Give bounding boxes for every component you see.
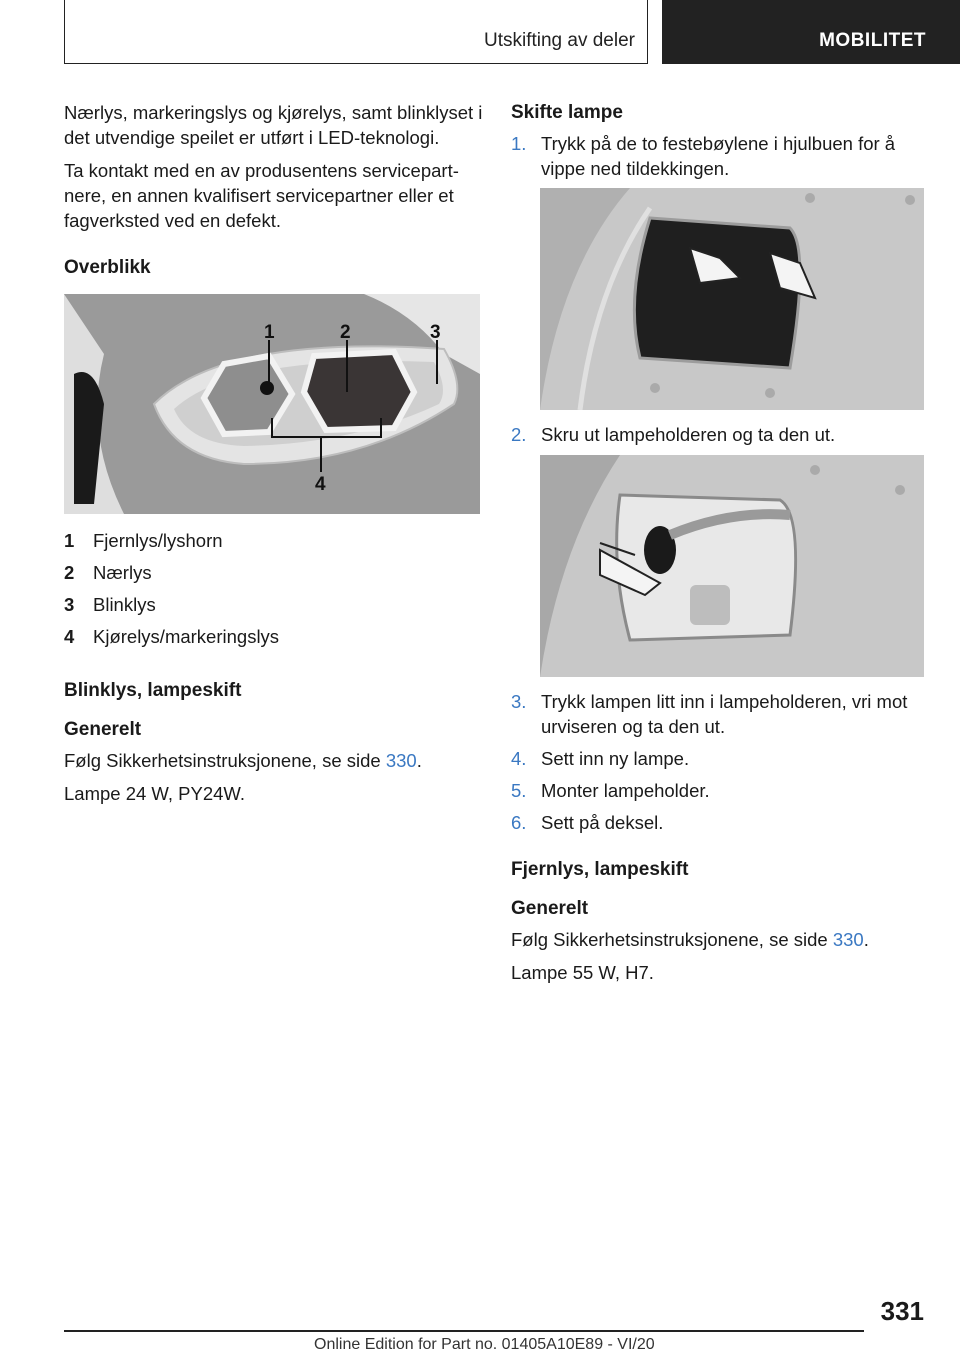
header-section-title: Utskifting av deler	[483, 30, 635, 51]
lamp-spec-right: Lampe 55 W, H7.	[511, 962, 654, 983]
general-heading-left: Generelt	[64, 719, 142, 740]
intro-paragraph-2: Ta kontakt med en av produsentens servicepartnere, en annen kvalifisert servicepartner eller et fagverksted ved en defekt.	[64, 160, 459, 231]
turn-signal-heading: Blinklys, lampeskift	[64, 680, 242, 701]
headlight-illustration	[64, 294, 480, 514]
footer-edition: Online Edition for Part no. 01405A10E89 - VI/20	[314, 1336, 655, 1353]
wheel-arch-cover-illustration	[540, 188, 924, 410]
legend-item: 4 Kjørelys/markeringslys	[64, 626, 280, 647]
legend-item: 1 Fjernlys/lyshorn	[64, 530, 223, 551]
figure-callout-2: 2	[340, 322, 351, 343]
overview-heading: Overblikk	[64, 257, 151, 278]
legend-list	[64, 528, 484, 656]
step-item: 2. Skru ut lampeholderen og ta den ut.	[511, 424, 836, 445]
headlight-figure	[64, 294, 480, 514]
high-beam-heading: Fjernlys, lampeskift	[511, 859, 689, 880]
wheel-arch-cover-figure	[540, 188, 924, 410]
step-item: 3. Trykk lampen litt inn i lampeholderen, vri mot urviseren og ta den ut.	[511, 691, 908, 737]
header-section-box	[64, 0, 648, 64]
page-number: 331	[880, 1296, 924, 1326]
step-item: 4. Sett inn ny lampe.	[511, 748, 690, 769]
footer-divider	[64, 1330, 864, 1332]
figure-callout-4: 4	[315, 474, 326, 495]
lamp-holder-illustration	[540, 455, 924, 677]
steps-list	[511, 131, 926, 181]
header-chapter-box	[662, 0, 960, 64]
general-heading-right: Generelt	[511, 898, 589, 919]
step-item: 5. Monter lampeholder.	[511, 780, 710, 801]
steps-list	[511, 689, 926, 835]
lamp-holder-figure	[540, 455, 924, 677]
page-link-330[interactable]: 330	[832, 929, 864, 950]
legend-item: 2 Nærlys	[64, 562, 152, 583]
lamp-spec-left: Lampe 24 W, PY24W.	[64, 783, 245, 804]
intro-paragraph-1: Nærlys, markeringslys og kjørelys, samt blinklyset i det utvendige speilet er utført i LED-teknologi.	[64, 102, 483, 148]
figure-callout-3: 3	[430, 322, 441, 343]
right-column	[511, 100, 926, 993]
step-item: 6. Sett på deksel.	[511, 812, 664, 833]
figure-callout-1: 1	[264, 322, 275, 343]
steps-list	[511, 422, 926, 447]
change-lamp-heading: Skifte lampe	[511, 102, 623, 123]
safety-note-right: Følg Sikkerhetsinstruksjonene, se side 330.	[511, 929, 869, 950]
left-column	[64, 100, 484, 814]
header-chapter-title: MOBILITET	[819, 30, 926, 51]
safety-note-left: Følg Sikkerhetsinstruksjonene, se side 330.	[64, 750, 422, 771]
step-item: 1. Trykk på de to festebøylene i hjulbuen for å vippe ned tildekkingen.	[511, 133, 896, 179]
page-link-330[interactable]: 330	[385, 750, 417, 771]
legend-item: 3 Blinklys	[64, 594, 156, 615]
